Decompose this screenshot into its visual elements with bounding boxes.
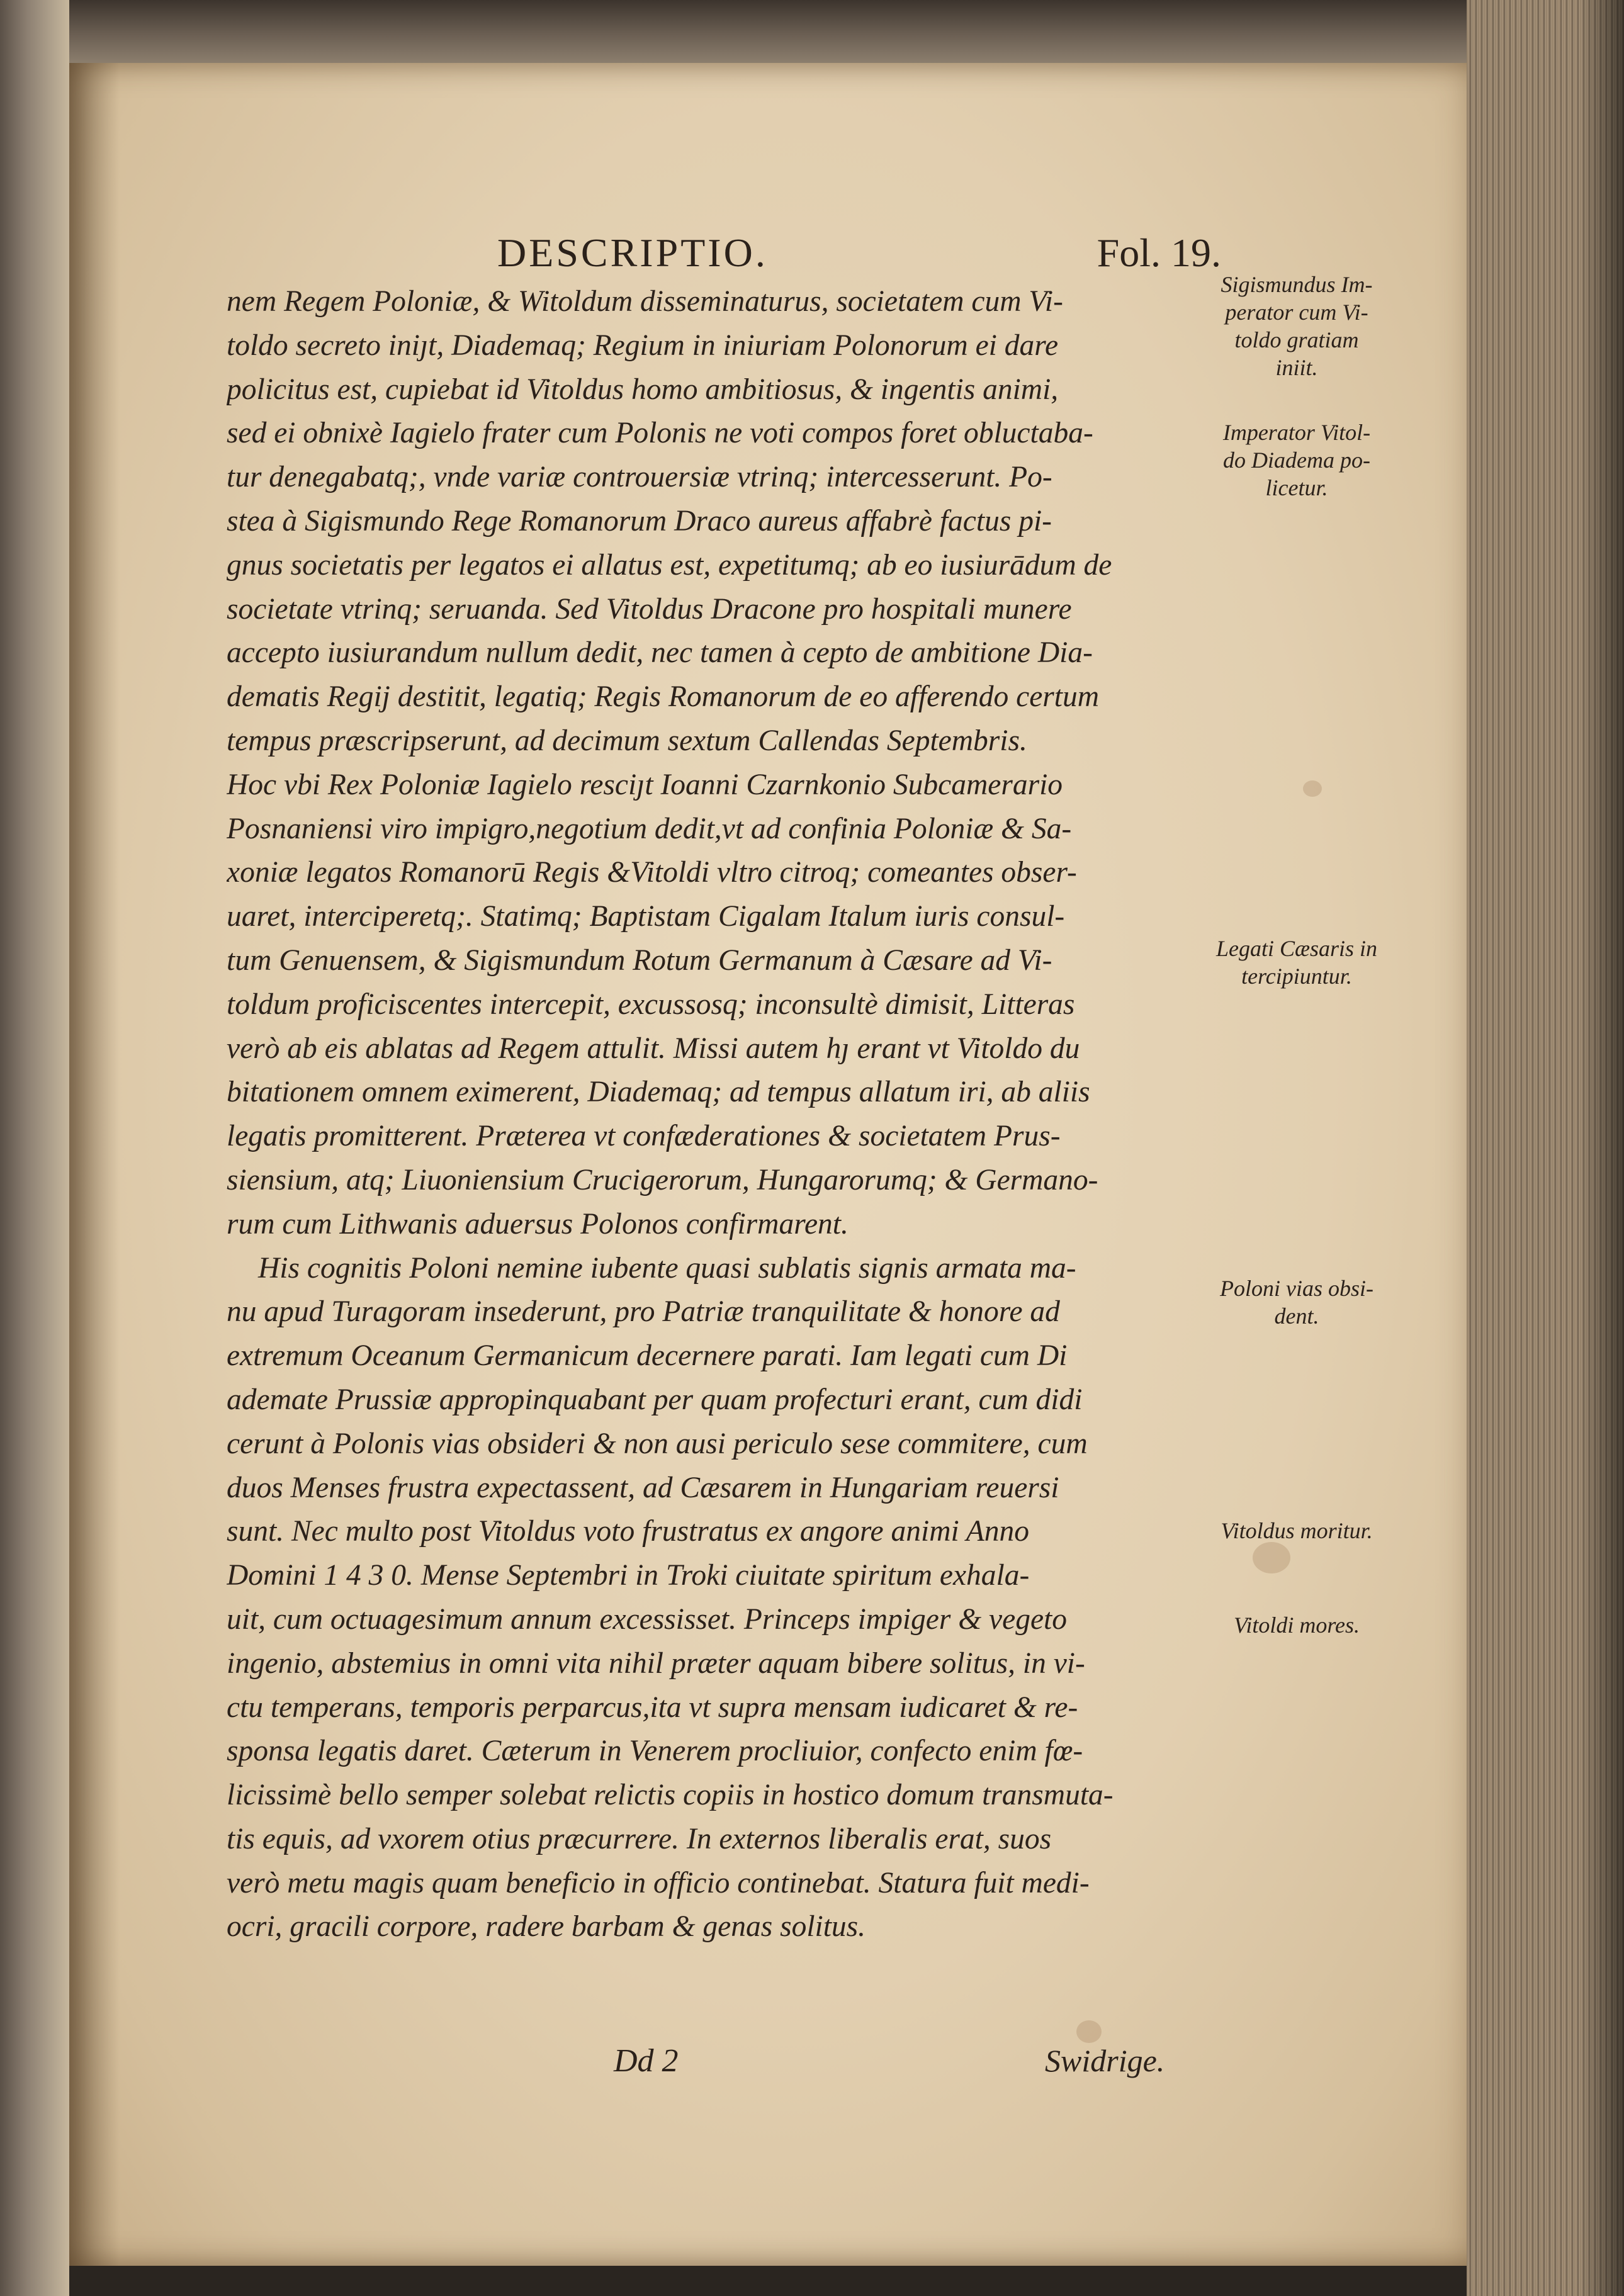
margin-note-line: perator cum Vi- xyxy=(1225,300,1368,325)
text-line: bitationem omnem eximerent, Diademaq; ad tempus allatum iri, ab aliis xyxy=(227,1076,1090,1109)
text-line: verò metu magis quam beneficio in officio continebat. Statura fuit medi- xyxy=(227,1866,1090,1899)
text-line: gnus societatis per legatos ei allatus est, expetitumq; ab eo iusiurādum de xyxy=(227,548,1112,582)
text-line: uaret, interciperetq;. Statimq; Baptistam Cigalam Italum iuris consul- xyxy=(227,900,1065,933)
text-line: Hoc vbi Rex Poloniæ Iagielo resciȷt Ioanni Czarnkonio Subcamerario xyxy=(227,768,1063,801)
text-line: duos Menses frustra expectassent, ad Cæsarem in Hungariam reuersi xyxy=(227,1471,1059,1504)
text-line: legatis promitterent. Præterea vt confæderationes & societatem Prus- xyxy=(227,1120,1061,1153)
margin-note-sigismundus xyxy=(1190,271,1404,381)
paper-stain xyxy=(1076,2020,1102,2043)
main-text-block xyxy=(227,280,1199,1949)
folio-number: Fol. 19. xyxy=(1097,230,1221,275)
header-title: DESCRIPTIO. xyxy=(497,230,768,275)
margin-note-line: Vitoldus moritur. xyxy=(1221,1518,1373,1543)
margin-note-line: Legati Cæsaris in xyxy=(1215,936,1378,961)
margin-note-line: Vitoldi mores. xyxy=(1234,1612,1360,1638)
text-line: toldo secreto iniȷt, Diademaq; Regium in iniuriam Polonorum ei dare xyxy=(227,329,1059,362)
margin-note-imperator xyxy=(1190,419,1404,502)
paper-stain xyxy=(1303,780,1322,797)
margin-note-line: tercipiuntur. xyxy=(1241,964,1352,989)
page-gutter-shadow xyxy=(69,63,120,2266)
text-line: siensium, atq; Liuoniensium Crucigerorum, Hungarorumq; & Germano- xyxy=(227,1163,1098,1196)
page-stack-shadow xyxy=(1580,0,1624,2296)
margin-note-line: Imperator Vitol- xyxy=(1222,420,1371,445)
text-line: tis equis, ad vxorem otius præcurrere. In externos liberalis erat, suos xyxy=(227,1822,1052,1855)
text-line: sunt. Nec multo post Vitoldus voto frustratus ex angore animi Anno xyxy=(227,1515,1029,1548)
text-line: ocri, gracili corpore, radere barbam & genas solitus. xyxy=(227,1910,866,1944)
text-line: licissimè bello semper solebat relictis copiis in hostico domum transmuta- xyxy=(227,1779,1114,1812)
text-line: extremum Oceanum Germanicum decernere parati. Iam legati cum Di xyxy=(227,1339,1068,1373)
text-line: sed ei obnixè Iagielo frater cum Polonis ne voti compos foret obluctaba- xyxy=(227,417,1093,450)
margin-note-line: do Diadema po- xyxy=(1223,447,1370,473)
margin-note-line: dent. xyxy=(1274,1303,1319,1329)
text-line: policitus est, cupiebat id Vitoldus homo ambitiosus, & ingentis animi, xyxy=(227,373,1059,406)
text-line: xoniæ legatos Romanorū Regis &Vitoldi vltro citroq; comeantes obser- xyxy=(227,856,1077,889)
facing-page-edge xyxy=(0,0,69,2296)
text-line: tum Genuensem, & Sigismundum Rotum Germanum à Cæsare ad Vi- xyxy=(227,943,1052,977)
text-line: ctu temperans, temporis perparcus,ita vt supra mensam iudicaret & re- xyxy=(227,1691,1078,1724)
margin-note-legati xyxy=(1190,935,1404,990)
margin-note-line: Poloni vias obsi- xyxy=(1220,1276,1373,1301)
text-line: ademate Prussiæ appropinquabant per quam profecturi erant, cum didi xyxy=(227,1383,1083,1416)
text-line: stea à Sigismundo Rege Romanorum Draco aureus affabrè factus pi- xyxy=(227,504,1052,537)
paper-stain xyxy=(1253,1542,1290,1573)
text-line: toldum proficiscentes intercepit, excussosq; inconsultè dimisit, Litteras xyxy=(227,988,1075,1021)
text-line: societate vtrinq; seruanda. Sed Vitoldus Dracone pro hospitali munere xyxy=(227,592,1072,626)
text-line: rum cum Lithwanis aduersus Polonos confirmarent. xyxy=(227,1207,849,1241)
margin-note-line: iniit. xyxy=(1275,355,1318,380)
running-header xyxy=(497,230,1221,286)
catchword: Swidrige. xyxy=(1045,2043,1165,2078)
text-line: nu apud Turagoram insederunt, pro Patriæ tranquilitate & honore ad xyxy=(227,1295,1060,1329)
text-line: uit, cum octuagesimum annum excessisset. Princeps impiger & vegeto xyxy=(227,1602,1067,1636)
text-line: dematis Regij destitit, legatiq; Regis Romanorum de eo afferendo certum xyxy=(227,680,1100,714)
text-line: verò ab eis ablatas ad Regem attulit. Missi autem hȷ erant vt Vitoldo du xyxy=(227,1032,1080,1065)
text-line: Posnaniensi viro impigro,negotium dedit,vt ad confinia Poloniæ & Sa- xyxy=(227,812,1072,845)
text-line: Domini 1 4 3 0. Mense Septembri in Troki ciuitate spiritum exhala- xyxy=(227,1559,1030,1592)
text-line: cerunt à Polonis vias obsideri & non ausi periculo sese commitere, cum xyxy=(227,1427,1088,1460)
paragraph-start-line: His cognitis Poloni nemine iubente quasi sublatis signis armata ma- xyxy=(258,1251,1076,1285)
margin-note-poloni xyxy=(1190,1275,1404,1330)
text-line: ingenio, abstemius in omni vita nihil præter aquam bibere solitus, in vi- xyxy=(227,1646,1085,1680)
text-line: sponsa legatis daret. Cæterum in Venerem procliuior, confecto enim fœ- xyxy=(227,1735,1083,1768)
text-line: accepto iusiurandum nullum dedit, nec tamen à cepto de ambitione Dia- xyxy=(227,636,1093,670)
margin-note-vitoldus-moritur xyxy=(1190,1517,1404,1545)
margin-note-vitoldi-mores xyxy=(1190,1611,1404,1639)
signature-mark: Dd 2 xyxy=(614,2043,679,2079)
margin-note-line: Sigismundus Im- xyxy=(1221,272,1373,297)
text-line: tur denegabatq;, vnde variæ controuersiæ vtrinq; intercesserunt. Po- xyxy=(227,461,1052,494)
text-line: tempus præscripserunt, ad decimum sextum Callendas Septembris. xyxy=(227,724,1027,757)
margin-note-line: toldo gratiam xyxy=(1234,327,1359,352)
margin-note-line: licetur. xyxy=(1265,475,1328,500)
text-line: nem Regem Poloniæ, & Witoldum disseminaturus, societatem cum Vi- xyxy=(227,285,1063,318)
